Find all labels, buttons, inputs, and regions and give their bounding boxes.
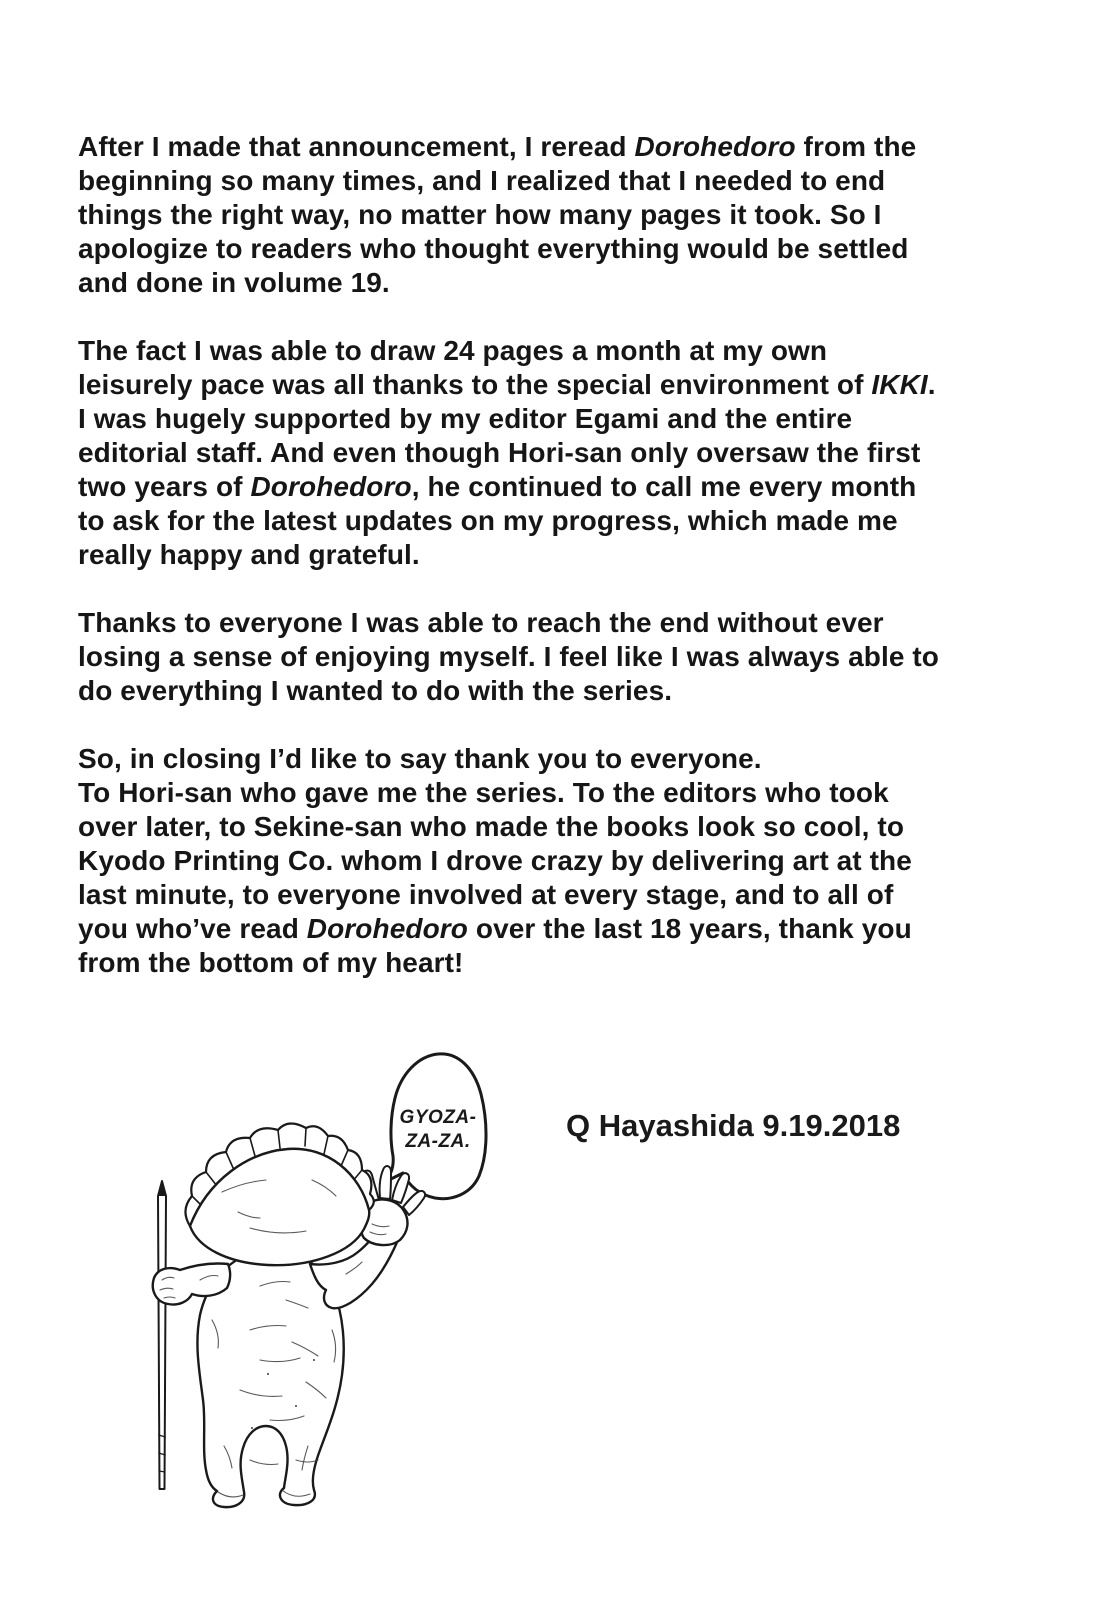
speech-bubble-line2: ZA-ZA. bbox=[405, 1131, 471, 1152]
text-line: from the bottom of my heart! bbox=[78, 947, 464, 978]
text-line: to ask for the latest updates on my progress, which made me bbox=[78, 505, 898, 536]
text-line: leisurely pace was all thanks to the special environment of IKKI. bbox=[78, 369, 936, 400]
text-line: So, in closing I’d like to say thank you to everyone. bbox=[78, 743, 762, 774]
afterword-text bbox=[78, 130, 1038, 1014]
text-line: The fact I was able to draw 24 pages a month at my own bbox=[78, 335, 828, 366]
author-signature: Q Hayashida 9.19.2018 bbox=[566, 1108, 901, 1143]
paragraph bbox=[78, 606, 1038, 708]
gyoza-character-illustration bbox=[100, 1030, 500, 1540]
text-line: and done in volume 19. bbox=[78, 267, 390, 298]
text-line: really happy and grateful. bbox=[78, 539, 420, 570]
text-line: editorial staff. And even though Hori-san only oversaw the first bbox=[78, 437, 921, 468]
paragraph bbox=[78, 334, 1038, 572]
speech-bubble-line1: GYOZA- bbox=[399, 1107, 477, 1128]
gyoza-fairy-drawing bbox=[100, 1030, 500, 1540]
text-line: Thanks to everyone I was able to reach the end without ever bbox=[78, 607, 884, 638]
text-line: things the right way, no matter how many pages it took. So I bbox=[78, 199, 882, 230]
text-line: over later, to Sekine-san who made the books look so cool, to bbox=[78, 811, 905, 842]
text-line: do everything I wanted to do with the series. bbox=[78, 675, 673, 706]
gyoza-fairy-body bbox=[197, 1258, 343, 1507]
spear bbox=[158, 1181, 166, 1489]
text-line: losing a sense of enjoying myself. I feel like I was always able to bbox=[78, 641, 940, 672]
text-line: apologize to readers who thought everything would be settled bbox=[78, 233, 909, 264]
paragraph bbox=[78, 742, 1038, 980]
text-line: last minute, to everyone involved at every stage, and to all of bbox=[78, 879, 894, 910]
text-line: Kyodo Printing Co. whom I drove crazy by delivering art at the bbox=[78, 845, 912, 876]
text-line: you who’ve read Dorohedoro over the last 18 years, thank you bbox=[78, 913, 912, 944]
text-line: To Hori-san who gave me the series. To the editors who took bbox=[78, 777, 889, 808]
gyoza-head bbox=[185, 1123, 373, 1265]
paragraph bbox=[78, 130, 1038, 300]
text-line: beginning so many times, and I realized that I needed to end bbox=[78, 165, 886, 196]
text-line: two years of Dorohedoro, he continued to call me every month bbox=[78, 471, 917, 502]
text-line: After I made that announcement, I reread Dorohedoro from the bbox=[78, 131, 917, 162]
text-line: I was hugely supported by my editor Egami and the entire bbox=[78, 403, 853, 434]
